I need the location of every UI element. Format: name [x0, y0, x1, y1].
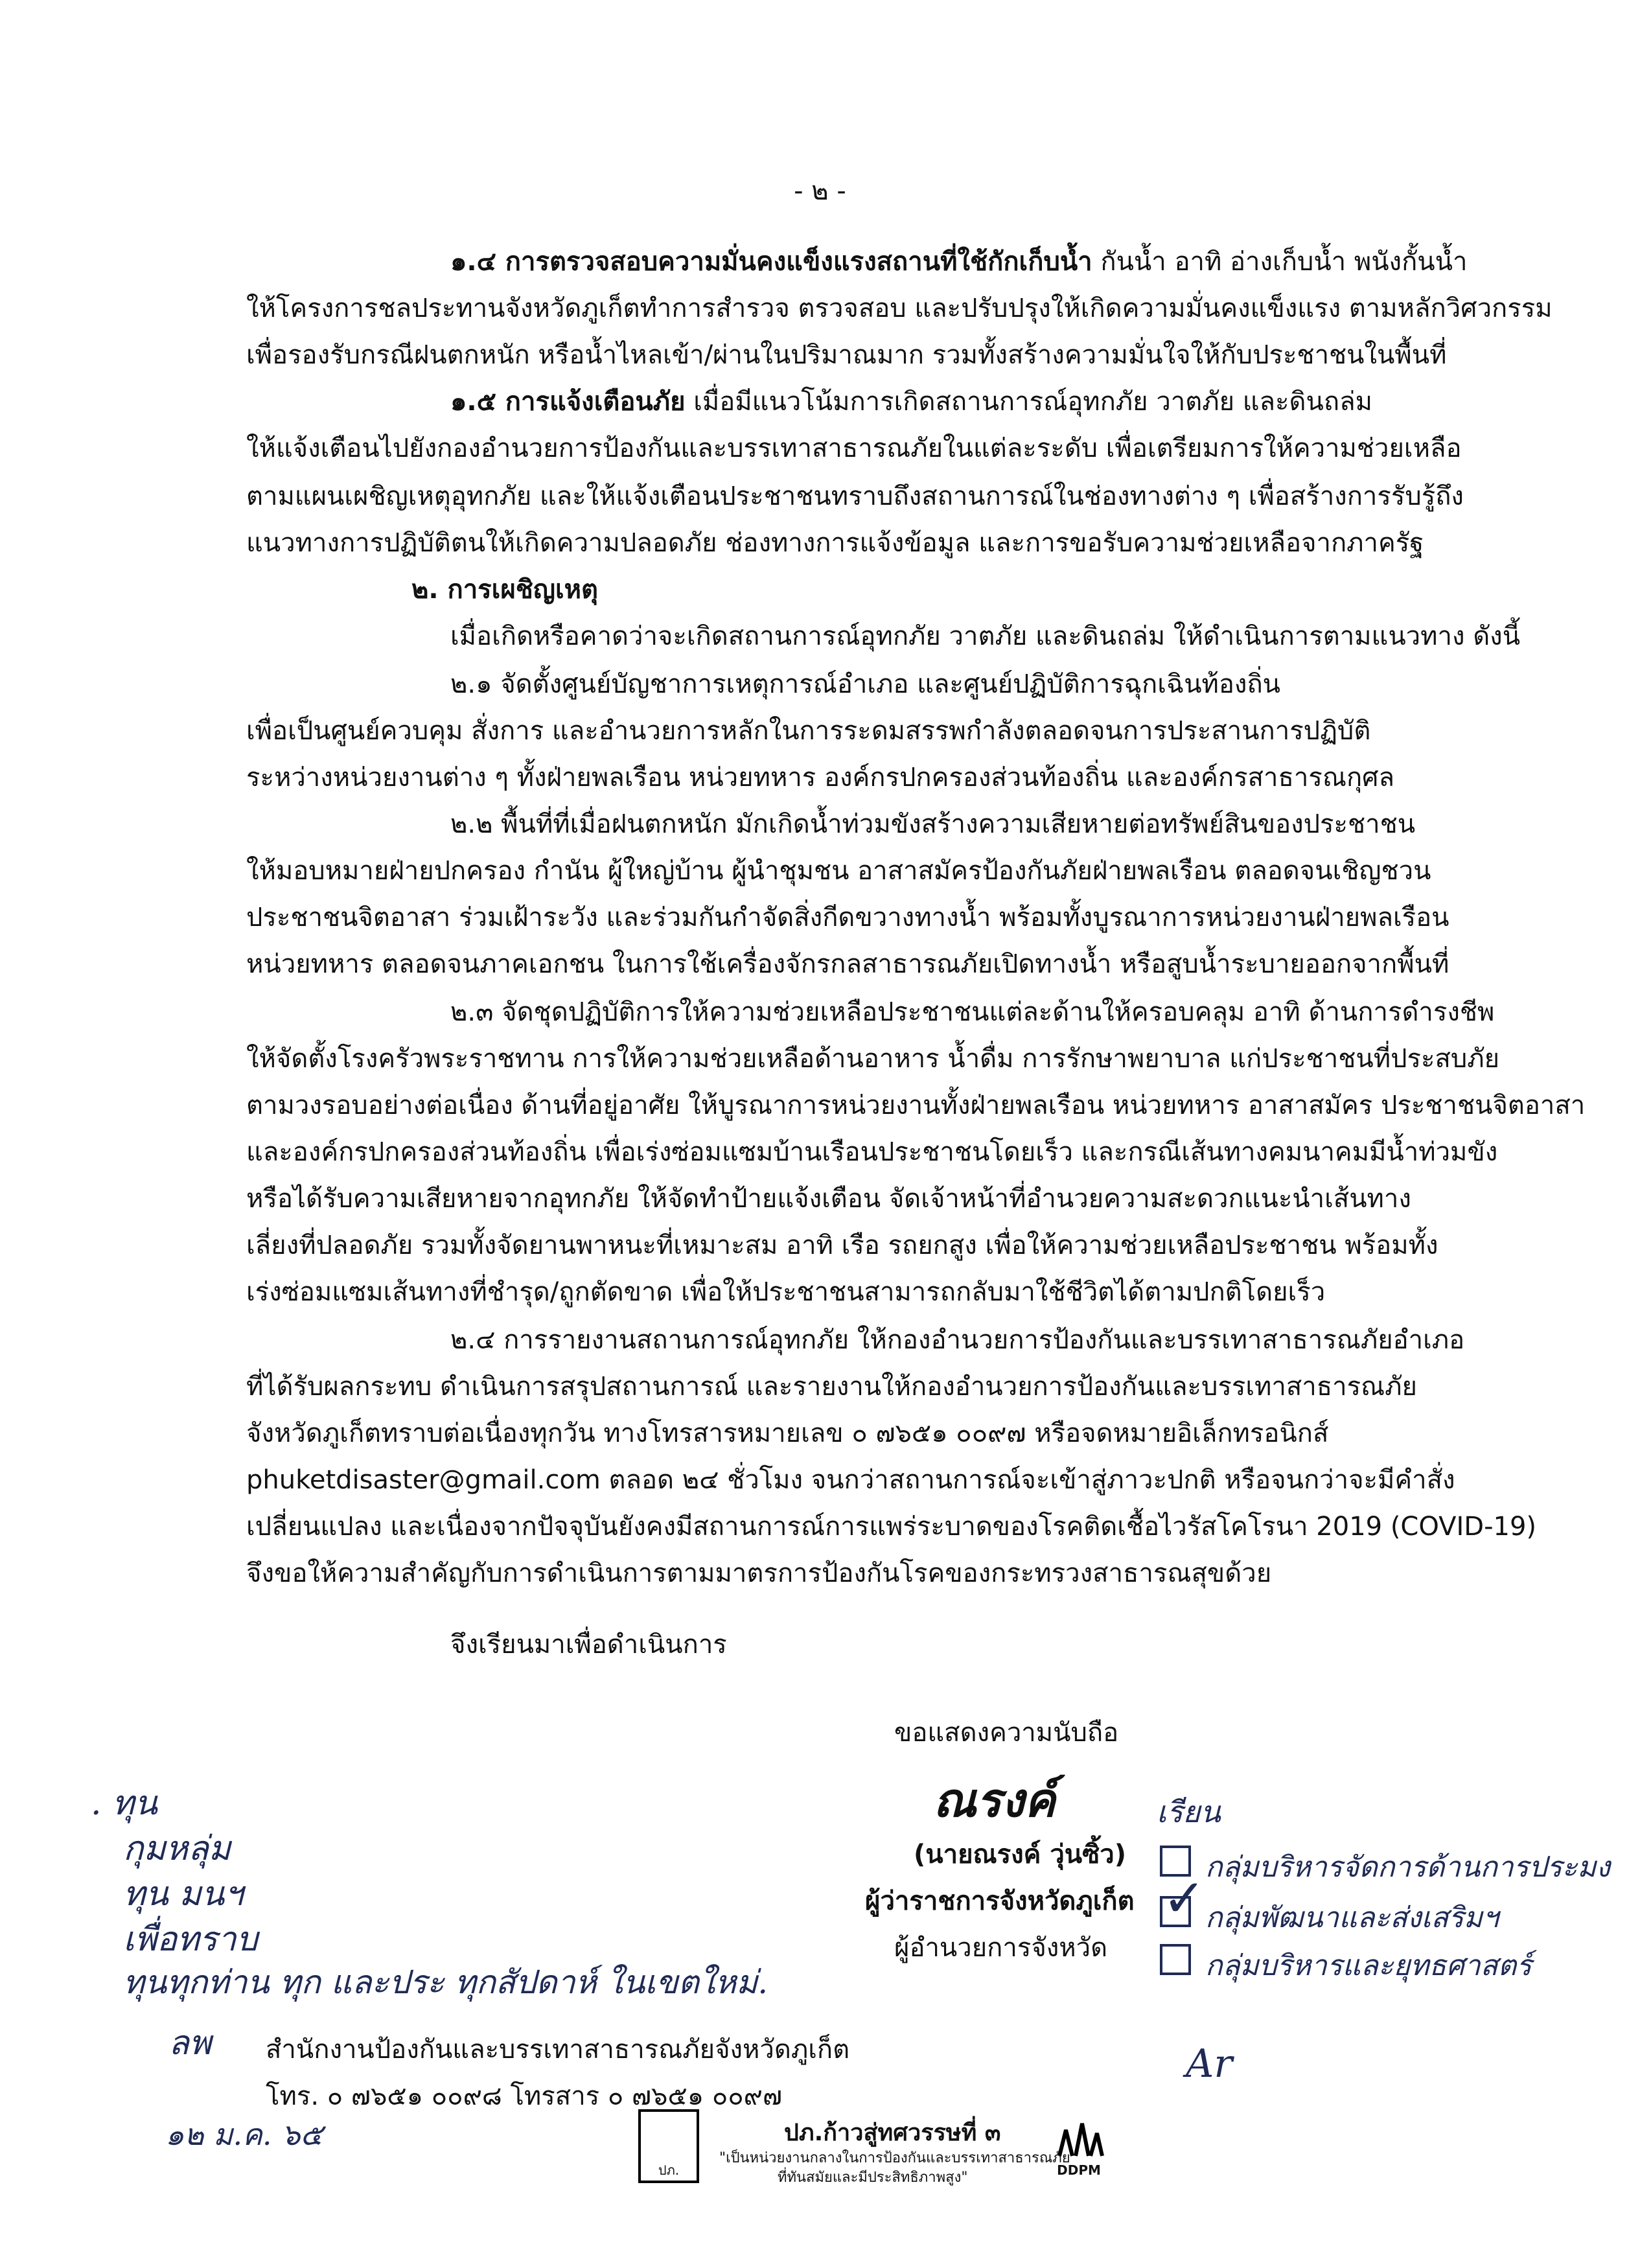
para-2-2-line-1: ๒.๒ พื้นที่ที่เมื่อฝนตกหนัก มักเกิดน้ำท่วมขังสร้างความเสียหายต่อทรัพย์สินของประชาชน — [450, 809, 1416, 839]
para-1-4-rest: กันน้ำ อาทิ อ่างเก็บน้ำ พนังกั้นน้ำ — [1092, 247, 1468, 277]
note-line-5: ทุนทุกท่าน ทุก และประ ทุกสัปดาห์ ในเขตใหม่. — [123, 1963, 768, 2001]
para-2-2-line-2: ให้มอบหมายฝ่ายปกครอง กำนัน ผู้ใหญ่บ้าน ผู้นำชุมชน อาสาสมัครป้องกันภัยฝ่ายพลเรือน ตลอดจนเชิญชวน — [246, 856, 1431, 886]
para-1-4-title: ๑.๔ การตรวจสอบความมั่นคงแข็งแรงสถานที่ใช้กักเก็บน้ำ — [450, 247, 1092, 277]
routing-heading: เรียน — [1157, 1794, 1221, 1829]
para-2-4-line-2: ที่ได้รับผลกระทบ ดำเนินการสรุปสถานการณ์ และรายงานให้กองอำนวยการป้องกันและบรรเทาสาธารณภัย — [246, 1372, 1417, 1402]
footer-office: สำนักงานป้องกันและบรรเทาสาธารณภัยจังหวัดภูเก็ต — [266, 2035, 850, 2065]
para-2-4-line-5: เปลี่ยนแปลง และเนื่องจากปัจจุบันยังคงมีสถานการณ์การแพร่ระบาดของโรคติดเชื้อไวรัสโคโรนา 2019 (COVID-19) — [246, 1512, 1537, 1542]
logo-left-text: ปภ. — [658, 2162, 680, 2178]
note-line-3: ทุน มนฯ — [123, 1875, 244, 1914]
footer-slogan-line-1: "เป็นหน่วยงานกลางในการป้องกันและบรรเทาสาธารณภัย — [719, 2150, 1070, 2166]
note-line-2: กุมหลุ่ม — [123, 1829, 231, 1868]
signer-name: (นายณรงค์ วุ่นซิ้ว) — [914, 1840, 1127, 1869]
para-2-4-line-1: ๒.๔ การรายงานสถานการณ์อุทกภัย ให้กองอำนวยการป้องกันและบรรเทาสาธารณภัยอำเภอ — [450, 1325, 1465, 1355]
para-2-4-line-6: จึงขอให้ความสำคัญกับการดำเนินการตามมาตรการป้องกันโรคของกระทรวงสาธารณสุขด้วย — [246, 1558, 1272, 1588]
routing-checkbox-3 — [1160, 1944, 1191, 1975]
footer-slogan-line-2: ที่ทันสมัยและมีประสิทธิภาพสูง" — [778, 2170, 968, 2186]
signer-role: ผู้อำนวยการจังหวัด — [894, 1933, 1108, 1963]
regards: ขอแสดงความนับถือ — [894, 1718, 1119, 1748]
note-date: ๑๒ ม.ค. ๖๕ — [165, 2117, 323, 2152]
section-2-title: ๒. การเผชิญเหตุ — [411, 575, 599, 605]
para-2-3-line-1: ๒.๓ จัดชุดปฏิบัติการให้ความช่วยเหลือประชาชนแต่ละด้านให้ครอบคลุม อาทิ ด้านการดำรงชีพ — [450, 997, 1495, 1027]
routing-option-3: กลุ่มบริหารและยุทธศาสตร์ — [1205, 1949, 1532, 1982]
para-1-4-line-1 — [450, 245, 1467, 279]
para-1-5-line-2: ให้แจ้งเตือนไปยังกองอำนวยการป้องกันและบรรเทาสาธารณภัยในแต่ละระดับ เพื่อเตรียมการให้ความช่วยเหลือ — [246, 434, 1462, 463]
para-2-2-line-4: หน่วยทหาร ตลอดจนภาคเอกชน ในการใช้เครื่องจักรกลสาธารณภัยเปิดทางน้ำ หรือสูบน้ำระบายออกจากพื้นที่ — [246, 949, 1449, 979]
page-number: - ๒ - — [794, 176, 846, 206]
routing-initial: Ar — [1186, 2041, 1233, 2087]
ddpm-hand-logo-icon — [638, 2109, 699, 2183]
para-2-1-line-2: เพื่อเป็นศูนย์ควบคุม สั่งการ และอำนวยการหลักในการระดมสรรพกำลังตลอดจนการประสานการปฏิบัติ — [246, 716, 1371, 746]
note-line-4: เพื่อทราบ — [123, 1920, 258, 1959]
para-2-2-line-3: ประชาชนจิตอาสา ร่วมเฝ้าระวัง และร่วมกันกำจัดสิ่งกีดขวางทางน้ำ พร้อมทั้งบูรณาการหน่วยงานฝ่ายพลเรือน — [246, 903, 1449, 932]
section-2-intro: เมื่อเกิดหรือคาดว่าจะเกิดสถานการณ์อุทกภัย วาตภัย และดินถล่ม ให้ดำเนินการตามแนวทาง ดังนี้ — [450, 621, 1521, 651]
signature-scrawl: ณรงค์ — [933, 1772, 1056, 1827]
para-2-3-line-6: เลี่ยงที่ปลอดภัย รวมทั้งจัดยานพาหนะที่เหมาะสม อาทิ เรือ รถยกสูง เพื่อให้ความช่วยเหลือประชาชน พร้อมทั้ง — [246, 1231, 1438, 1260]
closing-line: จึงเรียนมาเพื่อดำเนินการ — [450, 1630, 727, 1660]
para-2-4-line-3: จังหวัดภูเก็ตทราบต่อเนื่องทุกวัน ทางโทรสารหมายเลข ๐ ๗๖๕๑ ๐๐๙๗ หรือจดหมายอิเล็กทรอนิกส์ — [246, 1418, 1329, 1448]
logo-right-text: DDPM — [1057, 2162, 1101, 2178]
para-2-1-line-3: ระหว่างหน่วยงานต่าง ๆ ทั้งฝ่ายพลเรือน หน่วยทหาร องค์กรปกครองส่วนท้องถิ่น และองค์กรสาธารณกุศล — [246, 763, 1395, 793]
check-mark-icon: ✓ — [1162, 1868, 1207, 1928]
para-1-5-title: ๑.๕ การแจ้งเตือนภัย — [450, 387, 686, 417]
para-2-3-line-7: เร่งซ่อมแซมเส้นทางที่ชำรุด/ถูกตัดขาด เพื่อให้ประชาชนสามารถกลับมาใช้ชีวิตได้ตามปกติโดยเร็ว — [246, 1277, 1326, 1307]
para-2-3-line-2: ให้จัดตั้งโรงครัวพระราชทาน การให้ความช่วยเหลือด้านอาหาร น้ำดื่ม การรักษาพยาบาล แก่ประชาชนที่ประสบภัย — [246, 1044, 1500, 1074]
ddpm-emblem-icon — [1050, 2109, 1108, 2178]
para-1-5-line-1 — [450, 385, 1372, 419]
para-2-4-line-4: phuketdisaster@gmail.com ตลอด ๒๔ ชั่วโมง จนกว่าสถานการณ์จะเข้าสู่ภาวะปกติ หรือจนกว่าจะมีคำสั่ง — [246, 1465, 1455, 1495]
signer-position: ผู้ว่าราชการจังหวัดภูเก็ต — [865, 1886, 1135, 1916]
routing-option-2: กลุ่มพัฒนาและส่งเสริมฯ — [1205, 1901, 1499, 1934]
para-2-3-line-4: และองค์กรปกครองส่วนท้องถิ่น เพื่อเร่งซ่อมแซมบ้านเรือนประชาชนโดยเร็ว และกรณีเส้นทางคมนาคมมีน้ำท่วมขัง — [246, 1137, 1498, 1167]
para-2-1-line-1: ๒.๑ จัดตั้งศูนย์บัญชาการเหตุการณ์อำเภอ และศูนย์ปฏิบัติการฉุกเฉินท้องถิ่น — [450, 669, 1281, 699]
footer-contact: โทร. ๐ ๗๖๕๑ ๐๐๙๘ โทรสาร ๐ ๗๖๕๑ ๐๐๙๗ — [266, 2081, 783, 2111]
para-1-4-line-2: ให้โครงการชลประทานจังหวัดภูเก็ตทำการสำรวจ ตรวจสอบ และปรับปรุงให้เกิดความมั่นคงแข็งแรง ตามหลักวิศวกรรม — [246, 294, 1553, 323]
para-2-3-line-5: หรือได้รับความเสียหายจากอุทกภัย ให้จัดทำป้ายแจ้งเตือน จัดเจ้าหน้าที่อำนวยความสะดวกแนะนำเส้นทาง — [246, 1184, 1411, 1214]
ddpm-emblem-graphic-icon — [1053, 2117, 1105, 2162]
para-2-3-line-3: ตามวงรอบอย่างต่อเนื่อง ด้านที่อยู่อาศัย ให้บูรณาการหน่วยงานทั้งฝ่ายพลเรือน หน่วยทหาร อาสาสมัคร ประชาชนจิตอาสา — [246, 1091, 1586, 1120]
para-1-5-line-4: แนวทางการปฏิบัติตนให้เกิดความปลอดภัย ช่องทางการแจ้งข้อมูล และการขอรับความช่วยเหลือจากภาครัฐ — [246, 528, 1424, 558]
routing-option-1: กลุ่มบริหารจัดการด้านการประมง — [1205, 1851, 1610, 1884]
para-1-5-line-3: ตามแผนเผชิญเหตุอุทกภัย และให้แจ้งเตือนประชาชนทราบถึงสถานการณ์ในช่องทางต่าง ๆ เพื่อสร้างการรับรู้ถึง — [246, 481, 1464, 511]
para-1-4-line-3: เพื่อรองรับกรณีฝนตกหนัก หรือน้ำไหลเข้า/ผ่านในปริมาณมาก รวมทั้งสร้างความมั่นใจให้กับประชาชนในพื้นที่ — [246, 340, 1447, 370]
footer-slogan-title: ปภ.ก้าวสู่ทศวรรษที่ ๓ — [784, 2120, 1001, 2146]
para-1-5-rest: เมื่อมีแนวโน้มการเกิดสถานการณ์อุทกภัย วาตภัย และดินถล่ม — [685, 387, 1372, 417]
note-initials: ลพ — [168, 2024, 212, 2063]
note-line-1: . ทุน — [91, 1784, 157, 1823]
